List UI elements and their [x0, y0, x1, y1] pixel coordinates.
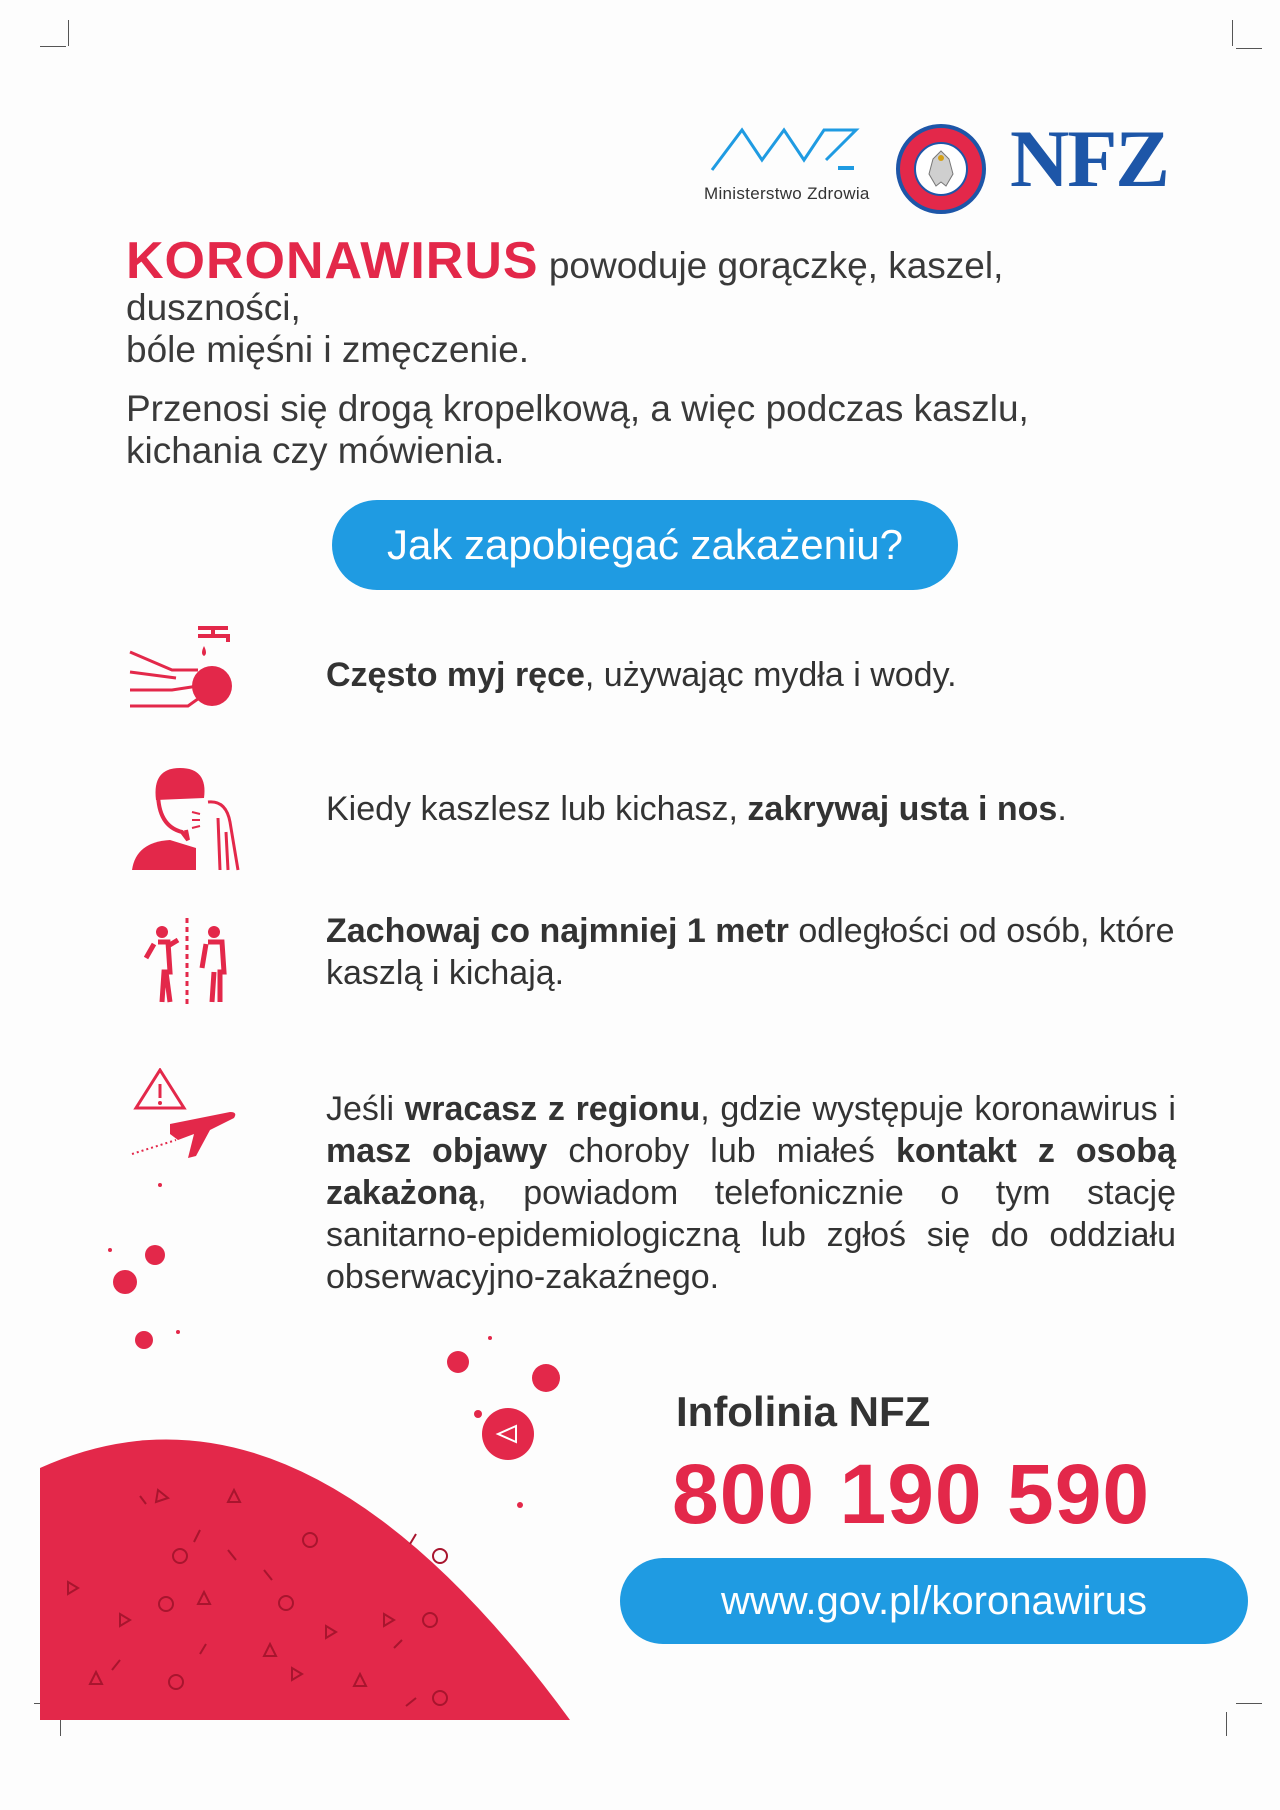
virus-illustration	[0, 1150, 600, 1720]
nfz-logo: NFZ	[1010, 113, 1168, 204]
tip-3-bold: Zachowaj co najmniej 1 metr	[326, 912, 789, 950]
tip-4-text: , gdzie występuje koronawirus i	[700, 1090, 1176, 1128]
ministry-zigzag-icon	[700, 118, 870, 178]
hotline-label: Infolinia NFZ	[676, 1388, 931, 1435]
tip-4-text: choroby lub miałeś	[547, 1132, 896, 1170]
tip-1-bold: Często myj ręce	[326, 656, 585, 694]
hand-washing-icon	[128, 620, 248, 720]
intro-line2: bóle mięśni i zmęczenie.	[126, 329, 530, 370]
crop-mark	[40, 46, 66, 47]
ministry-logo	[700, 118, 870, 208]
tip-4-bold: kontakt z osobą zakażoną	[326, 1132, 1176, 1212]
tip-4-bold: wracasz z regionu	[404, 1090, 701, 1128]
tip-4-text: Jeśli	[326, 1090, 405, 1128]
intro-line1: powoduje gorączkę, kaszel, duszności,	[126, 245, 1004, 328]
ministry-logo-text: Ministerstwo Zdrowia	[704, 184, 870, 203]
sanepid-seal	[896, 124, 986, 214]
tip-hand-washing	[326, 654, 1206, 696]
crop-mark	[1232, 20, 1233, 46]
tip-cough-cover	[326, 788, 1206, 830]
keyword-koronawirus: KORONAWIRUS	[126, 232, 539, 290]
intro-paragraph	[126, 232, 1176, 371]
tip-2-bold: zakrywaj usta i nos	[747, 790, 1058, 828]
crop-mark	[1236, 48, 1262, 49]
tip-4-bold: masz objawy	[326, 1132, 548, 1170]
tip-1-text: , używając mydła i wody.	[584, 656, 957, 694]
distance-icon	[144, 918, 234, 1008]
crop-mark	[1226, 1712, 1227, 1736]
tip-4-text: , powiadom telefonicznie o tym stację sanitarno-epidemiologiczną lub zgłoś się do oddziału obserwacyjno-zakaźnego.	[326, 1174, 1176, 1296]
hotline-number: 800 190 590	[672, 1447, 1151, 1541]
website-url-banner[interactable]: www.gov.pl/koronawirus	[620, 1558, 1248, 1644]
cough-cover-icon	[130, 762, 250, 872]
tip-2-end: .	[1057, 790, 1067, 828]
question-banner: Jak zapobiegać zakażeniu?	[332, 500, 958, 590]
transmission-paragraph: Przenosi się drogą kropelkową, a więc podczas kaszlu, kichania czy mówienia.	[126, 388, 1029, 471]
crop-mark	[1236, 1703, 1262, 1704]
tip-2-text: Kiedy kaszlesz lub kichasz,	[326, 790, 748, 828]
tip-3-text: odległości od osób, które kaszlą i kichają.	[326, 912, 1175, 992]
seal-emblem-icon	[896, 124, 986, 214]
crop-mark	[68, 20, 69, 46]
tip-distance	[326, 910, 1176, 994]
